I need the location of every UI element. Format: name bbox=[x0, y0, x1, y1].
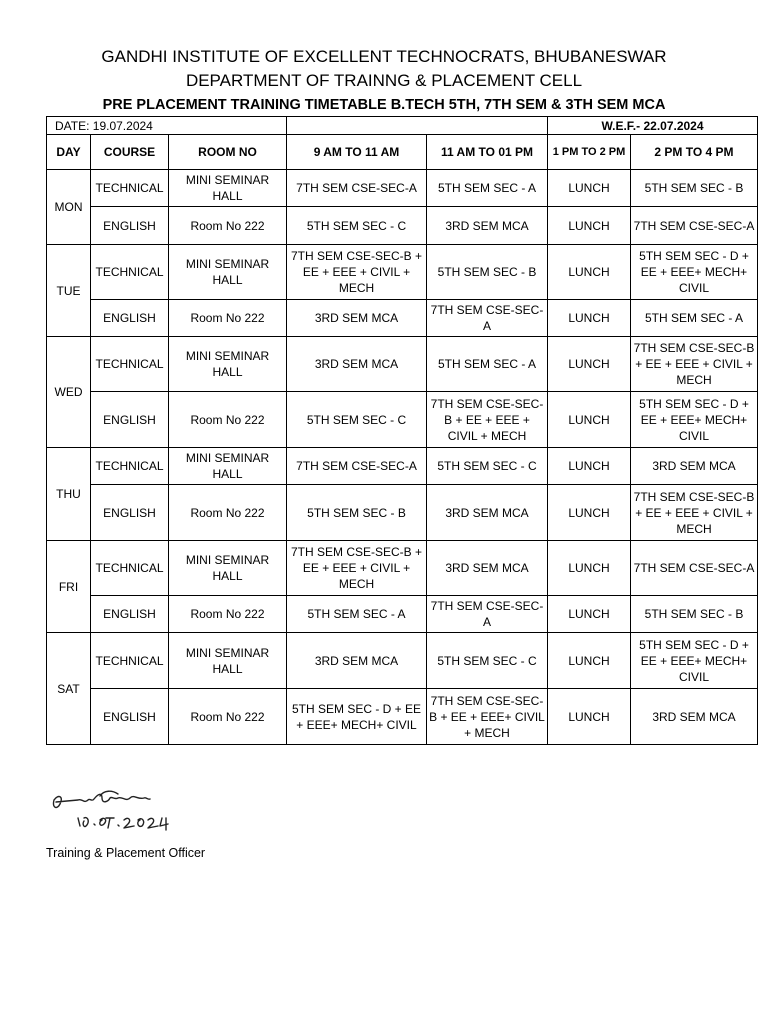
slot-cell: LUNCH bbox=[548, 337, 631, 392]
room-cell: MINI SEMINAR HALL bbox=[169, 541, 287, 596]
slot-cell: 5TH SEM SEC - B bbox=[427, 245, 548, 300]
slot-cell: 7TH SEM CSE-SEC-A bbox=[287, 170, 427, 207]
slot-cell: 5TH SEM SEC - D + EE + EEE+ MECH+ CIVIL bbox=[287, 689, 427, 745]
table-row bbox=[47, 300, 758, 337]
timetable-title: PRE PLACEMENT TRAINING TIMETABLE B.TECH 5TH, 7TH SEM & 3TH SEM MCA bbox=[102, 97, 666, 113]
room-cell: Room No 222 bbox=[169, 485, 287, 541]
room-cell: Room No 222 bbox=[169, 300, 287, 337]
slot-cell: 3RD SEM MCA bbox=[287, 633, 427, 689]
slot-cell: 5TH SEM SEC - A bbox=[427, 170, 548, 207]
slot-cell: 5TH SEM SEC - B bbox=[631, 596, 758, 633]
slot-cell: LUNCH bbox=[548, 170, 631, 207]
table-row bbox=[47, 245, 758, 300]
day-cell: THU bbox=[47, 448, 91, 541]
slot-cell: 3RD SEM MCA bbox=[427, 541, 548, 596]
slot-cell: 7TH SEM CSE-SEC-A bbox=[631, 207, 758, 245]
day-cell: MON bbox=[47, 170, 91, 245]
slot-cell: 5TH SEM SEC - D + EE + EEE+ MECH+ CIVIL bbox=[631, 633, 758, 689]
slot-cell: 5TH SEM SEC - D + EE + EEE+ MECH+ CIVIL bbox=[631, 392, 758, 448]
issue-date: DATE: 19.07.2024 bbox=[47, 117, 287, 135]
slot-cell: LUNCH bbox=[548, 485, 631, 541]
slot-cell: 5TH SEM SEC - A bbox=[427, 337, 548, 392]
slot-cell: LUNCH bbox=[548, 207, 631, 245]
table-row bbox=[47, 633, 758, 689]
day-cell: TUE bbox=[47, 245, 91, 337]
day-cell: WED bbox=[47, 337, 91, 448]
slot-cell: 7TH SEM CSE-SEC-A bbox=[427, 596, 548, 633]
room-cell: MINI SEMINAR HALL bbox=[169, 633, 287, 689]
handwritten-signature bbox=[48, 788, 198, 838]
slot-cell: 3RD SEM MCA bbox=[631, 689, 758, 745]
col-day: DAY bbox=[47, 135, 91, 170]
table-row bbox=[47, 448, 758, 485]
course-cell: ENGLISH bbox=[91, 596, 169, 633]
room-cell: MINI SEMINAR HALL bbox=[169, 245, 287, 300]
officer-designation: Training & Placement Officer bbox=[46, 846, 206, 860]
table-row bbox=[47, 541, 758, 596]
course-cell: TECHNICAL bbox=[91, 245, 169, 300]
course-cell: ENGLISH bbox=[91, 300, 169, 337]
slot-cell: LUNCH bbox=[548, 596, 631, 633]
slot-cell: 7TH SEM CSE-SEC-B + EE + EEE + CIVIL + MECH bbox=[287, 245, 427, 300]
slot-cell: 7TH SEM CSE-SEC-A bbox=[287, 448, 427, 485]
slot-cell: 3RD SEM MCA bbox=[427, 485, 548, 541]
slot-cell: LUNCH bbox=[548, 689, 631, 745]
room-cell: MINI SEMINAR HALL bbox=[169, 448, 287, 485]
slot-cell: LUNCH bbox=[548, 392, 631, 448]
slot-cell: LUNCH bbox=[548, 448, 631, 485]
table-row bbox=[47, 689, 758, 745]
course-cell: TECHNICAL bbox=[91, 170, 169, 207]
slot-cell: LUNCH bbox=[548, 541, 631, 596]
slot-cell: LUNCH bbox=[548, 633, 631, 689]
course-cell: TECHNICAL bbox=[91, 448, 169, 485]
course-cell: ENGLISH bbox=[91, 392, 169, 448]
room-cell: Room No 222 bbox=[169, 207, 287, 245]
room-cell: Room No 222 bbox=[169, 392, 287, 448]
department-name: DEPARTMENT OF TRAINNG & PLACEMENT CELL bbox=[185, 71, 583, 90]
effective-date: W.E.F.- 22.07.2024 bbox=[548, 117, 758, 135]
slot-cell: 7TH SEM CSE-SEC-B + EE + EEE + CIVIL + MECH bbox=[427, 392, 548, 448]
slot-cell: 7TH SEM CSE-SEC-B + EE + EEE + CIVIL + MECH bbox=[631, 485, 758, 541]
table-row bbox=[47, 485, 758, 541]
slot-cell: 3RD SEM MCA bbox=[287, 337, 427, 392]
course-cell: TECHNICAL bbox=[91, 541, 169, 596]
room-cell: Room No 222 bbox=[169, 596, 287, 633]
slot-cell: 5TH SEM SEC - C bbox=[427, 633, 548, 689]
course-cell: TECHNICAL bbox=[91, 337, 169, 392]
day-cell: FRI bbox=[47, 541, 91, 633]
col-slot-11-1: 11 AM TO 01 PM bbox=[427, 135, 548, 170]
course-cell: ENGLISH bbox=[91, 207, 169, 245]
col-slot-2-4: 2 PM TO 4 PM bbox=[631, 135, 758, 170]
room-cell: Room No 222 bbox=[169, 689, 287, 745]
institute-name: GANDHI INSTITUTE OF EXCELLENT TECHNOCRATS, BHUBANESWAR bbox=[101, 47, 667, 66]
slot-cell: 5TH SEM SEC - D + EE + EEE+ MECH+ CIVIL bbox=[631, 245, 758, 300]
slot-cell: 5TH SEM SEC - B bbox=[631, 170, 758, 207]
table-row bbox=[47, 337, 758, 392]
day-cell: SAT bbox=[47, 633, 91, 745]
header-row bbox=[47, 135, 758, 170]
room-cell: MINI SEMINAR HALL bbox=[169, 337, 287, 392]
col-course: COURSE bbox=[91, 135, 169, 170]
course-cell: TECHNICAL bbox=[91, 633, 169, 689]
timetable bbox=[46, 116, 758, 745]
slot-cell: 7TH SEM CSE-SEC-A bbox=[427, 300, 548, 337]
slot-cell: 7TH SEM CSE-SEC-B + EE + EEE + CIVIL + MECH bbox=[287, 541, 427, 596]
slot-cell: 5TH SEM SEC - A bbox=[287, 596, 427, 633]
col-slot-1-2: 1 PM TO 2 PM bbox=[548, 135, 631, 170]
col-slot-9-11: 9 AM TO 11 AM bbox=[287, 135, 427, 170]
slot-cell: 5TH SEM SEC - C bbox=[427, 448, 548, 485]
blank-cell bbox=[287, 117, 548, 135]
col-room: ROOM NO bbox=[169, 135, 287, 170]
table-row bbox=[47, 170, 758, 207]
slot-cell: 5TH SEM SEC - C bbox=[287, 392, 427, 448]
slot-cell: LUNCH bbox=[548, 300, 631, 337]
slot-cell: 5TH SEM SEC - C bbox=[287, 207, 427, 245]
slot-cell: 5TH SEM SEC - B bbox=[287, 485, 427, 541]
slot-cell: 3RD SEM MCA bbox=[631, 448, 758, 485]
table-row bbox=[47, 392, 758, 448]
slot-cell: 7TH SEM CSE-SEC-B + EE + EEE + CIVIL + MECH bbox=[631, 337, 758, 392]
slot-cell: 7TH SEM CSE-SEC-B + EE + EEE+ CIVIL + MECH bbox=[427, 689, 548, 745]
slot-cell: 3RD SEM MCA bbox=[427, 207, 548, 245]
room-cell: MINI SEMINAR HALL bbox=[169, 170, 287, 207]
course-cell: ENGLISH bbox=[91, 689, 169, 745]
slot-cell: 7TH SEM CSE-SEC-A bbox=[631, 541, 758, 596]
table-row bbox=[47, 207, 758, 245]
slot-cell: 3RD SEM MCA bbox=[287, 300, 427, 337]
slot-cell: 5TH SEM SEC - A bbox=[631, 300, 758, 337]
date-row bbox=[47, 117, 758, 135]
table-row bbox=[47, 596, 758, 633]
course-cell: ENGLISH bbox=[91, 485, 169, 541]
slot-cell: LUNCH bbox=[548, 245, 631, 300]
